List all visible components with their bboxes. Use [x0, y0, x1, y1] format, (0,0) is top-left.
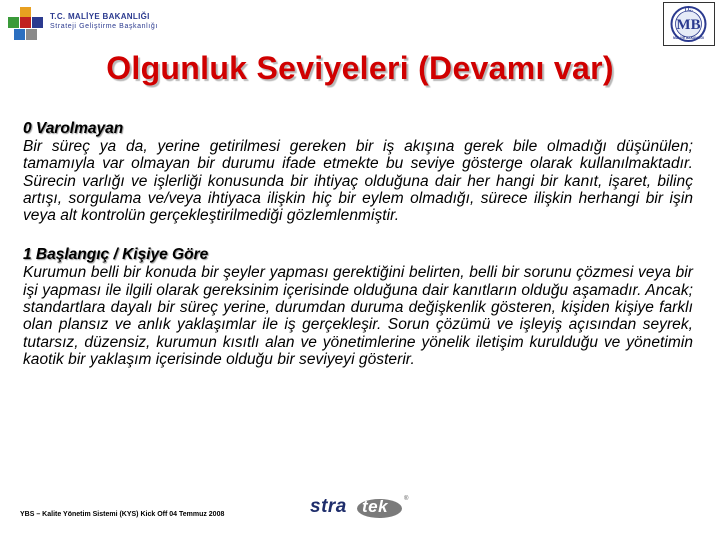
section-heading-0: 0 Varolmayan [23, 120, 124, 137]
org-department: Strateji Geliştirme Başkanlığı [50, 23, 158, 30]
section-body-0: Bir süreç ya da, yerine getirilmesi gereken bir iş akışına gerek bile olmadığı düşünülen; tamamıyla var olmayan bir durumu ifade etmekte bu seviye gösterge olarak kullanılmaktadır. Sürecin varlığı ve işlerliği konusunda bir ihtiyaç olduğuna dair her hangi bir kanıt, işaret, bilinç artışı, sorgulama ve/veya ihtiyaca ilişkin hiç bir eylem olmadığı, sürece ilişkin herhangi bir işin veya alt kontrolün gerçekleştirilmediği gözlemlenmiştir. [23, 138, 693, 225]
footer-text: YBS – Kalite Yönetim Sistemi (KYS) Kick Off 04 Temmuz 2008 [20, 511, 225, 518]
content-body [23, 120, 693, 368]
cubes-logo-icon [6, 6, 46, 42]
mb-logo-bottom: MALİYE BAKANLIĞI [673, 36, 704, 40]
mb-logo [663, 2, 715, 46]
mb-logo-letters: MB [676, 17, 701, 33]
stratek-logo-part2: tek [362, 497, 389, 516]
stratek-logo-part1: stra [310, 496, 347, 517]
page-title: Olgunluk Seviyeleri (Devamı var) [106, 50, 614, 86]
org-name: T.C. MALİYE BAKANLIĞI [50, 12, 150, 21]
ministry-logo [6, 6, 196, 42]
mb-logo-top: T.C. [684, 7, 693, 13]
registered-mark: ® [404, 496, 409, 502]
section-heading-1: 1 Başlangıç / Kişiye Göre [23, 246, 209, 264]
stratek-logo [310, 496, 410, 522]
section-body-1: Kurumun belli bir konuda bir şeyler yapması gerektiğini belirten, belli bir sorunu çözmesi veya bir işi yapması ile ilgili olarak gereksinim içerisinde olduğuna dair kanıtların olduğu aşamadır. Ancak; standartlara dayalı bir süreç yerine, durumdan duruma değişkenlik gösteren, kişiden kişiye farklı olan plansız ve anlık yaklaşımlar ile iş gerçekleşir. Sorun çözümü ve işleyiş açısından seyrek, tutarsız, düzensiz, kurumun kısıtlı alan ve yönetimlerine yönelik iletişim kurulduğu ve yönetimin kaotik bir yaklaşım içerisinde olduğu bir seviyeyi gösterir. [23, 264, 693, 368]
